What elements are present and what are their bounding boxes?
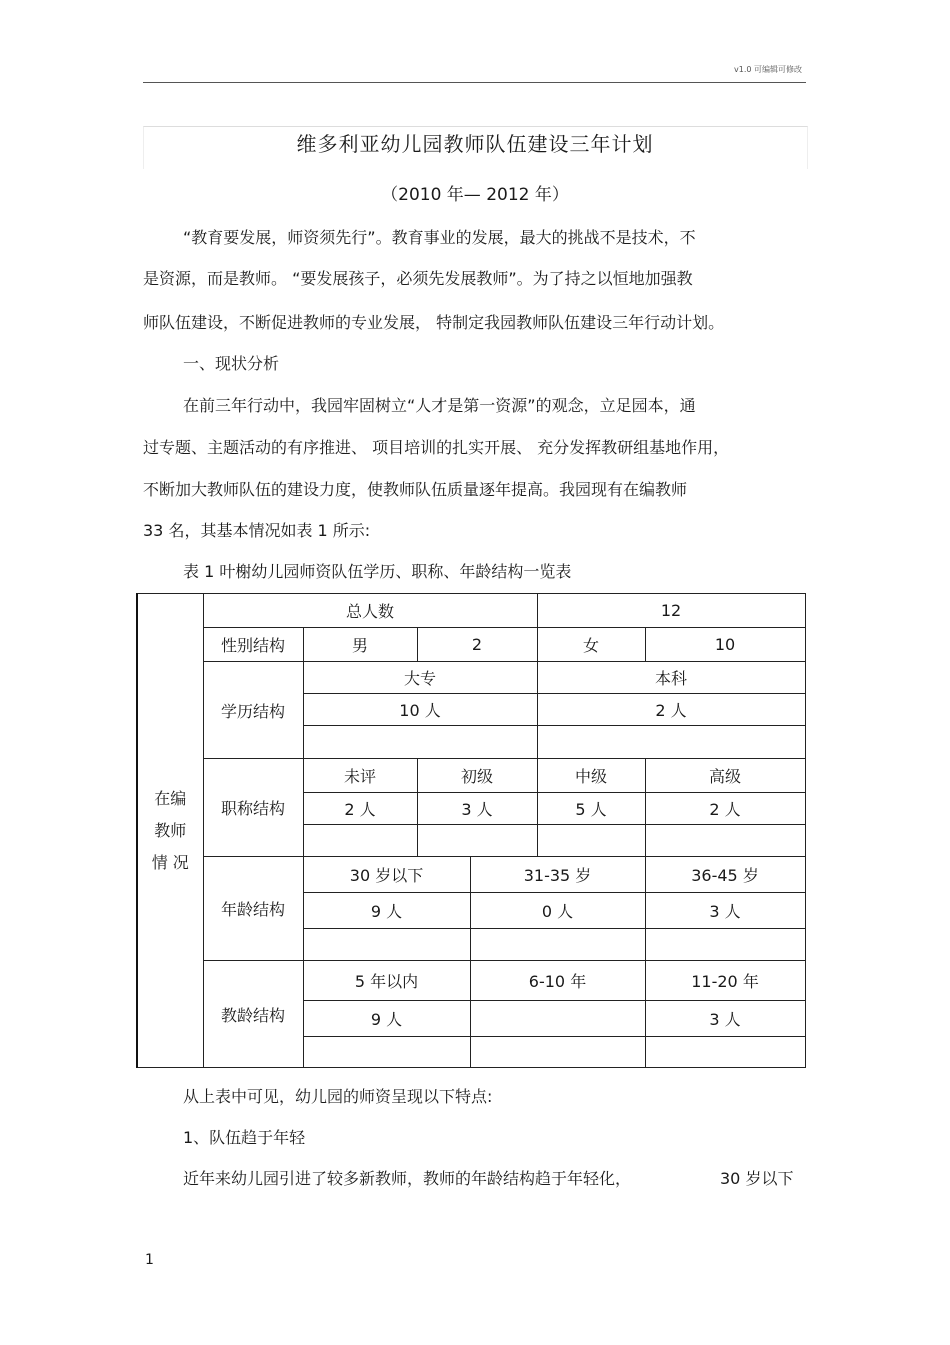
title-header: 未评: [303, 759, 417, 793]
after-line-2a: 近年来幼儿园引进了较多新教师，教师的年龄结构趋于年轻化，: [183, 1169, 632, 1188]
intro-line-1: “教育要发展，师资须先行”。教育事业的发展，最大的挑战不是技术，不: [183, 228, 696, 247]
side-label-1: 在编: [154, 788, 187, 808]
title-value: 5 人: [537, 793, 645, 825]
age-header: 30 岁以下: [303, 857, 470, 893]
age-value: 9 人: [303, 893, 470, 929]
edu-value-2: 2 人: [537, 694, 805, 726]
table-row: [137, 759, 805, 793]
intro-line-3: 师队伍建设，不断促进教师的专业发展， 特制定我园教师队伍建设三年行动计划。: [143, 313, 725, 332]
total-value: 12: [537, 594, 805, 628]
tenure-header: 11-20 年: [645, 961, 805, 1001]
title-header: 中级: [537, 759, 645, 793]
title-header: 高级: [645, 759, 805, 793]
after-heading: 1、队伍趋于年轻: [183, 1128, 306, 1147]
section-line-4: 33 名，其基本情况如表 1 所示:: [143, 521, 371, 540]
table-caption: 表 1 叶榭幼儿园师资队伍学历、职称、年龄结构一览表: [183, 562, 572, 581]
edu-value-1: 10 人: [303, 694, 537, 726]
staff-structure-table: [136, 593, 806, 1068]
age-label: 年龄结构: [203, 857, 303, 961]
age-header: 36-45 岁: [645, 857, 805, 893]
age-header: 31-35 岁: [470, 857, 645, 893]
tenure-label: 教龄结构: [203, 961, 303, 1068]
table-row: [137, 662, 805, 694]
side-label-3: 情 况: [151, 852, 189, 872]
page-number: 1: [145, 1252, 154, 1268]
section-line-2: 过专题、主题活动的有序推进、 项目培训的扎实开展、 充分发挥教研组基地作用，: [143, 438, 730, 457]
total-label: 总人数: [203, 594, 537, 628]
tenure-header: 6-10 年: [470, 961, 645, 1001]
section-heading: 一、现状分析: [183, 354, 280, 373]
tenure-value: [470, 1001, 645, 1037]
side-label-cell: [137, 594, 203, 1068]
edu-label: 学历结构: [203, 662, 303, 759]
edu-header-2: 本科: [537, 662, 805, 694]
male-value: 2: [417, 628, 537, 662]
gender-label: 性别结构: [203, 628, 303, 662]
female-value: 10: [645, 628, 805, 662]
table-row: [137, 857, 805, 893]
section-line-3: 不断加大教师队伍的建设力度，使教师队伍质量逐年提高。我园现有在编教师: [143, 480, 688, 499]
section-line-1: 在前三年行动中，我园牢固树立“人才是第一资源”的观念，立足园本，通: [183, 396, 696, 415]
age-value: 3 人: [645, 893, 805, 929]
table-row: [137, 961, 805, 1001]
female-label: 女: [537, 628, 645, 662]
after-line-1: 从上表中可见，幼儿园的师资呈现以下特点:: [183, 1087, 493, 1106]
tenure-value: 3 人: [645, 1001, 805, 1037]
age-value: 0 人: [470, 893, 645, 929]
title-header: 初级: [417, 759, 537, 793]
side-label-2: 教师: [154, 820, 187, 840]
document-title: 维多利亚幼儿园教师队伍建设三年计划: [296, 132, 654, 156]
tenure-value: 9 人: [303, 1001, 470, 1037]
intro-line-2: 是资源，而是教师。 “要发展孩子，必须先发展教师”。为了持之以恒地加强教: [143, 269, 693, 288]
table-row: [137, 594, 805, 628]
title-value: 2 人: [645, 793, 805, 825]
table-row: [137, 628, 805, 662]
document-subtitle: （2010 年— 2012 年）: [381, 185, 569, 205]
male-label: 男: [303, 628, 417, 662]
title-value: 2 人: [303, 793, 417, 825]
edu-header-1: 大专: [303, 662, 537, 694]
title-value: 3 人: [417, 793, 537, 825]
tenure-header: 5 年以内: [303, 961, 470, 1001]
header-rule: [143, 82, 806, 83]
title-label: 职称结构: [203, 759, 303, 857]
after-line-2b: 30 岁以下: [720, 1169, 794, 1188]
version-note: v1.0 可编辑可修改: [734, 65, 802, 74]
